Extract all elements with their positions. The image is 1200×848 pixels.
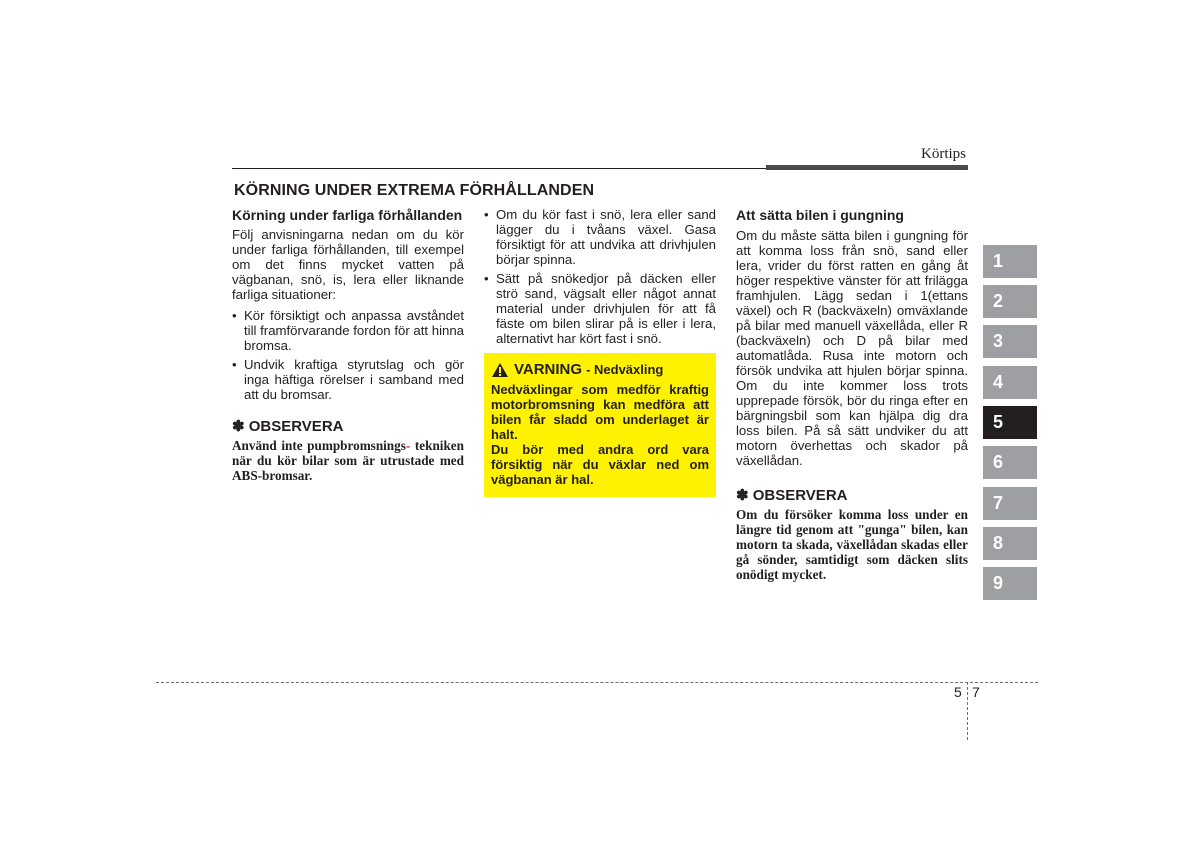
warning-box xyxy=(484,353,716,497)
note-heading: ✽ OBSERVERA xyxy=(232,418,344,435)
note-heading: ✽ OBSERVERA xyxy=(736,487,848,504)
chapter-tab-7[interactable]: 7 xyxy=(983,487,1037,520)
page-number: 7 xyxy=(972,684,980,700)
section-title: KÖRNING UNDER EXTREMA FÖRHÅLLANDEN xyxy=(234,182,595,199)
note-text: tekniken när du kör bilar som är utrustade med ABS-bromsar. xyxy=(232,438,464,483)
column-2 xyxy=(484,207,716,350)
chapter-tab-5[interactable]: 5 xyxy=(983,406,1037,439)
warning-paragraph: Du bör med andra ord vara försiktig när du växlar ned om vägbanan är hal. xyxy=(491,442,709,487)
note-body: Om du försöker komma loss under en längre tid genom att "gunga" bilen, kan motorn ta skada, växellådan skadas eller gå sönder, samtidigt som däcken slits onödigt mycket. xyxy=(736,507,968,582)
chapter-tab-1[interactable]: 1 xyxy=(983,245,1037,278)
column-3 xyxy=(736,207,968,582)
list-item: • Sätt på snökedjor på däcken eller strö sand, vägsalt eller något annat material under drivhjulen för att få fäste om bilen slirar på is eller i lera, alternativt har kört fast i snö. xyxy=(484,271,716,346)
subheading-dangerous-conditions: Körning under farliga förhållanden xyxy=(232,207,463,223)
bullet-list xyxy=(232,308,464,402)
running-header: Körtips xyxy=(921,146,966,162)
page-chapter-number: 5 xyxy=(954,684,962,700)
warning-subtitle: - Nedväxling xyxy=(586,362,664,377)
header-rule-accent xyxy=(766,165,968,170)
list-item: • Om du kör fast i snö, lera eller sand lägger du i tvåans växel. Gasa försiktigt för att undvika att drivhjulen börjar spinna. xyxy=(484,207,716,267)
warning-triangle-icon xyxy=(491,362,509,378)
footer-rule xyxy=(156,682,1038,683)
chapter-tab-3[interactable]: 3 xyxy=(983,325,1037,358)
intro-paragraph: Följ anvisningarna nedan om du kör under farliga förhållanden, till exempel om det finns mycket vatten på vägbanan, snö, is, lera eller liknande farliga situationer: xyxy=(232,227,464,302)
chapter-tab-8[interactable]: 8 xyxy=(983,527,1037,560)
note-body xyxy=(232,438,464,483)
rocking-paragraph: Om du måste sätta bilen i gungning för att komma loss från snö, sand eller lera, vrider du först ratten en gång åt höger respektive vänster för att frilägga framhjulen. Lägg sedan i 1(ettans växel) och R (backväxeln) omväxlande på bilar med manuell växellåda, eller R (backväxeln) och D på bilar med automatlåda. Rusa inte motorn och försök undvika att hjulen börjar spinna. Om du inte kommer loss trots upprepade försök, bör du ringa efter en bärgningsbil som kan hjälpa dig dra loss bilen. På så sätt undviker du att motorn överhettas och skador på växellådan. xyxy=(736,228,968,468)
page-number-divider xyxy=(967,682,968,740)
list-item: • Undvik kraftiga styrutslag och gör inga häftiga rörelser i samband med att du bromsar. xyxy=(232,357,464,402)
hyphen-mark: - xyxy=(405,438,411,453)
chapter-tab-4[interactable]: 4 xyxy=(983,366,1037,399)
bullet-list xyxy=(484,207,716,346)
list-item: • Kör försiktigt och anpassa avståndet till framförvarande fordon för att hinna bromsa. xyxy=(232,308,464,353)
note-text: Använd inte pumpbromsnings xyxy=(232,438,406,453)
chapter-tab-9[interactable]: 9 xyxy=(983,567,1037,600)
subheading-rocking: Att sätta bilen i gungning xyxy=(736,207,904,223)
warning-paragraph: Nedväxlingar som medför kraftig motorbromsning kan medföra att bilen får sladd om underlaget är halt. xyxy=(491,382,709,442)
warning-heading xyxy=(491,361,709,379)
warning-body xyxy=(491,382,709,487)
warning-title: VARNING xyxy=(514,361,583,378)
column-1 xyxy=(232,207,464,483)
chapter-tab-6[interactable]: 6 xyxy=(983,446,1037,479)
chapter-tab-2[interactable]: 2 xyxy=(983,285,1037,318)
